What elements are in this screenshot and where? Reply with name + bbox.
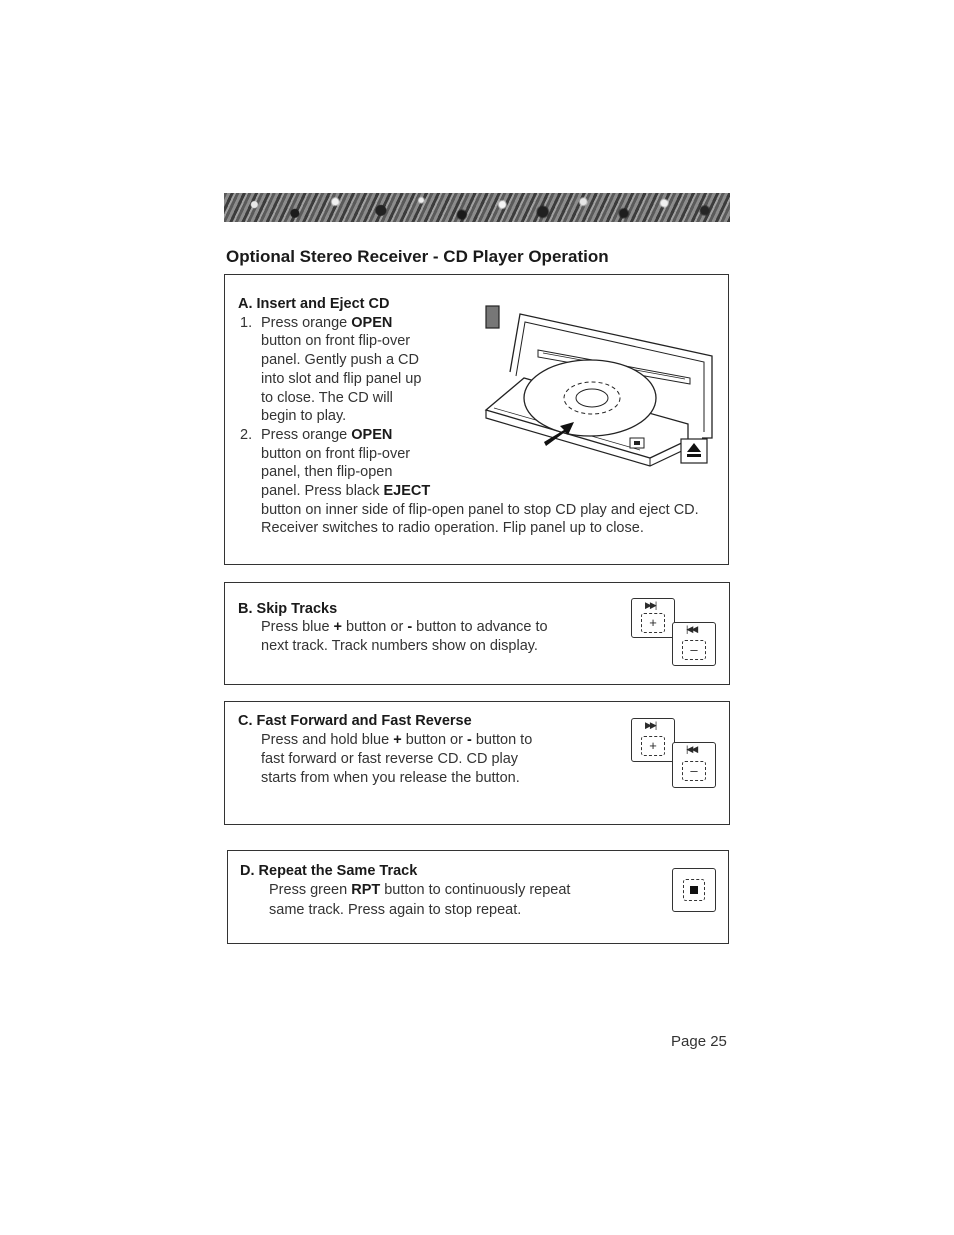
- section-a-item2-line2: button on front flip-over: [261, 446, 411, 462]
- plus-label: +: [641, 613, 665, 633]
- skip-back-icon: |◀◀: [686, 624, 697, 634]
- section-c-line3: starts from when you release the button.: [261, 770, 520, 786]
- page-title: Optional Stereo Receiver - CD Player Operation: [226, 247, 609, 266]
- section-b-line2: next track. Track numbers show on display.: [261, 638, 538, 654]
- section-a-item1-line6: begin to play.: [261, 408, 347, 424]
- section-a-item1-line2: button on front flip-over: [261, 333, 411, 349]
- section-a-item2-line5: button on inner side of flip-open panel to stop CD play and eject CD.: [261, 502, 699, 518]
- header-banner-texture: [224, 193, 730, 222]
- section-d-heading: D. Repeat the Same Track: [240, 863, 418, 879]
- section-c-line1: Press and hold blue + button or - button to: [261, 732, 533, 748]
- section-a-item2-line1: Press orange OPEN: [261, 427, 393, 443]
- fast-reverse-button[interactable]: [672, 742, 716, 788]
- cd-player-illustration: [480, 300, 716, 472]
- section-c-heading: C. Fast Forward and Fast Reverse: [238, 713, 472, 729]
- section-b-heading: B. Skip Tracks: [238, 601, 338, 617]
- repeat-button[interactable]: [672, 868, 716, 912]
- stop-square-icon: [690, 886, 698, 894]
- minus-label: –: [682, 761, 706, 781]
- skip-back-icon: |◀◀: [686, 744, 697, 754]
- repeat-inner: [683, 879, 705, 901]
- minus-label: –: [682, 640, 706, 660]
- skip-forward-icon: ▶▶|: [645, 720, 656, 730]
- section-b-line1: Press blue + button or - button to advance to: [261, 619, 548, 635]
- fast-forward-button[interactable]: [631, 718, 675, 762]
- section-a-heading: A. Insert and Eject CD: [238, 296, 390, 312]
- plus-label: +: [641, 736, 665, 756]
- section-a-item2-number: 2.: [240, 427, 253, 443]
- section-a-item1-line1: Press orange OPEN: [261, 315, 393, 331]
- section-a-item1-line4: into slot and flip panel up: [261, 371, 422, 387]
- section-a-item2-line3: panel, then flip-open: [261, 464, 393, 480]
- section-a-item2-line4: panel. Press black EJECT: [261, 483, 431, 499]
- skip-forward-icon: ▶▶|: [645, 600, 656, 610]
- open-button-indicator: [486, 306, 499, 328]
- page-number: Page 25: [671, 1033, 727, 1050]
- section-d-line2: same track. Press again to stop repeat.: [269, 902, 522, 918]
- section-d-line1: Press green RPT button to continuously repeat: [269, 882, 571, 898]
- section-a-item1-number: 1.: [240, 315, 253, 331]
- skip-minus-button[interactable]: [672, 622, 716, 666]
- section-c-line2: fast forward or fast reverse CD. CD play: [261, 751, 519, 767]
- skip-plus-button[interactable]: [631, 598, 675, 638]
- section-a-item2-line6: Receiver switches to radio operation. Flip panel up to close.: [261, 520, 644, 536]
- section-a-item1-line5: to close. The CD will: [261, 390, 393, 406]
- section-a-item1-line3: panel. Gently push a CD: [261, 352, 419, 368]
